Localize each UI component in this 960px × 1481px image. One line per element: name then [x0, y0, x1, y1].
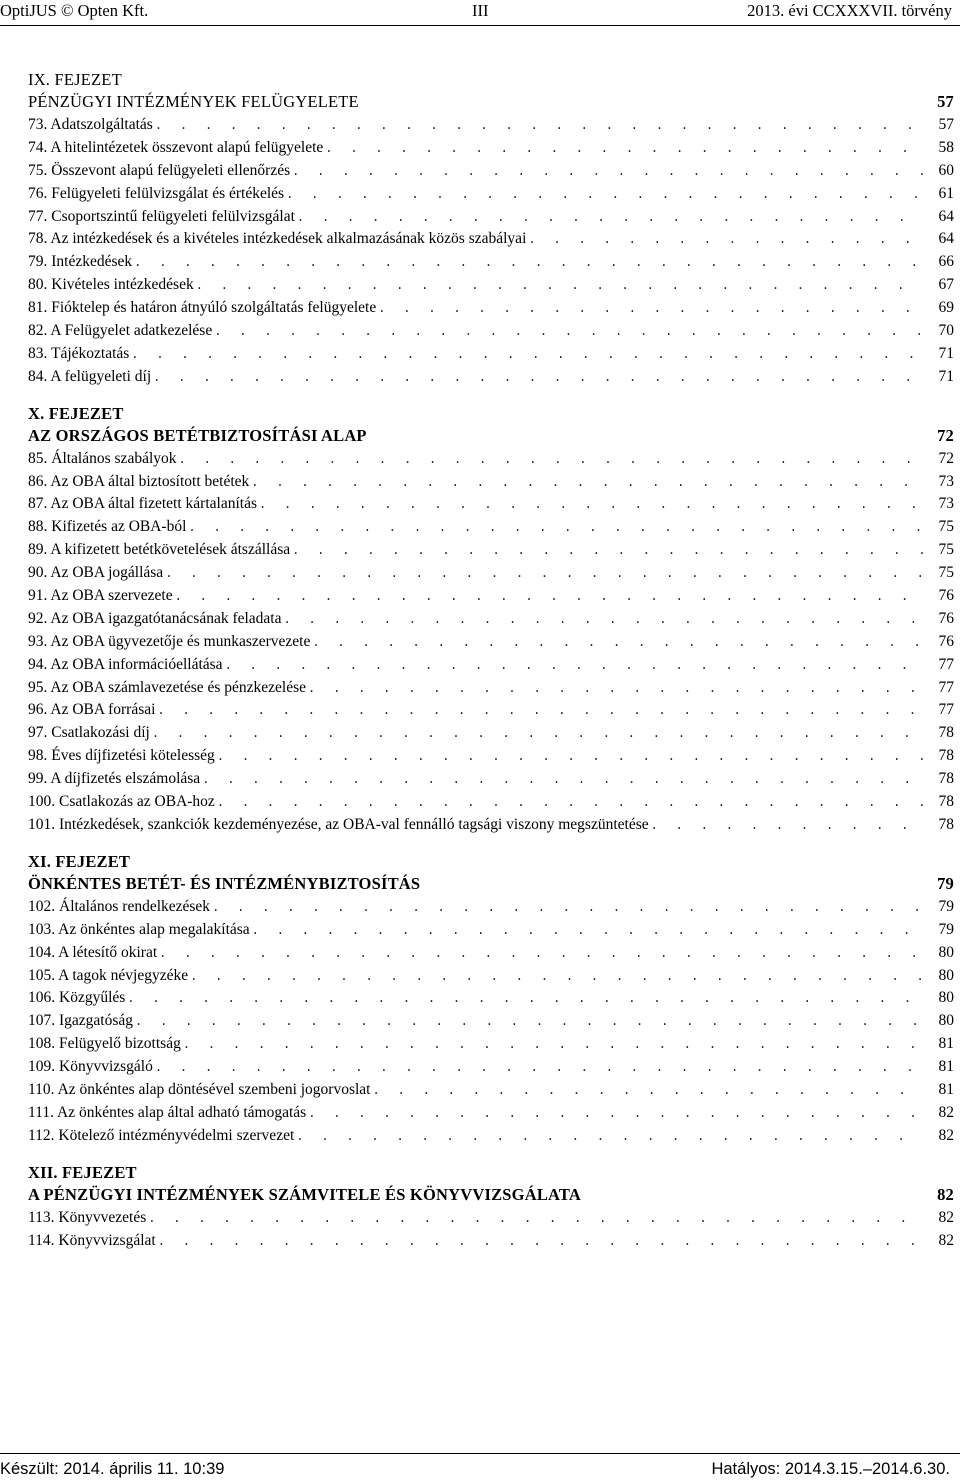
- toc-entry[interactable]: [28, 814, 956, 837]
- toc-entry-page-number: 64: [938, 207, 954, 225]
- toc-entry-page-number: 73: [938, 495, 954, 513]
- toc-entry-page-number: 64: [938, 230, 954, 248]
- chapter-number: XII. FEJEZET: [28, 1162, 137, 1182]
- chapter-page-number: 79: [937, 873, 954, 893]
- dot-leader: [325, 137, 924, 160]
- chapter-section: [28, 403, 956, 837]
- chapter-heading-link[interactable]: [28, 425, 956, 448]
- page-header: [0, 0, 960, 24]
- footer-divider: [0, 1453, 960, 1454]
- toc-entry[interactable]: [28, 183, 956, 206]
- page-footer: [0, 1458, 960, 1480]
- toc-entry-page-number: 78: [938, 770, 954, 788]
- toc-entry[interactable]: [28, 1010, 956, 1033]
- dot-leader: [159, 942, 924, 965]
- toc-entry-page-number: 71: [938, 367, 954, 385]
- dot-leader: [190, 965, 924, 988]
- chapter-section: [28, 69, 956, 389]
- toc-entry-title: 77. Csoportszintű felügyeleti felülvizsgálat: [28, 207, 295, 225]
- toc-entry-page-number: 81: [938, 1035, 954, 1053]
- toc-entry-page-number: 82: [938, 1208, 954, 1226]
- toc-entry-page-number: 80: [938, 989, 954, 1007]
- toc-entry-page-number: 67: [938, 276, 954, 294]
- dot-leader: [312, 631, 924, 654]
- toc-entry[interactable]: [28, 366, 956, 389]
- dot-leader: [131, 343, 924, 366]
- toc-entry[interactable]: [28, 631, 956, 654]
- chapter-section: [28, 851, 956, 1148]
- chapter-number: IX. FEJEZET: [28, 70, 122, 89]
- toc-entry-page-number: 82: [938, 1231, 954, 1249]
- toc-entry-title: 110. Az önkéntes alap döntésével szembeni jogorvoslat: [28, 1080, 371, 1098]
- dot-leader: [296, 1125, 924, 1148]
- toc-entry-title: 89. A kifizetett betétkövetelések átszállása: [28, 541, 291, 559]
- toc-entry-title: 104. A létesítő okirat: [28, 943, 158, 961]
- toc-entry[interactable]: [28, 768, 956, 791]
- toc-entry[interactable]: [28, 1079, 956, 1102]
- toc-entry-page-number: 66: [938, 253, 954, 271]
- toc-entry-title: 101. Intézkedések, szankciók kezdeményezése, az OBA-val fennálló tagsági viszony megszüntetése: [28, 815, 649, 833]
- chapter-page-number: 57: [937, 92, 954, 111]
- toc-entry[interactable]: [28, 1033, 956, 1056]
- dot-leader: [202, 768, 924, 791]
- dot-leader: [157, 699, 924, 722]
- chapter-page-number: 82: [937, 1184, 954, 1204]
- dot-leader: [292, 539, 924, 562]
- toc-entry[interactable]: [28, 722, 956, 745]
- toc-entry[interactable]: [28, 896, 956, 919]
- toc-entry-page-number: 80: [938, 943, 954, 961]
- chapter-title: PÉNZÜGYI INTÉZMÉNYEK FELÜGYELETE: [28, 92, 359, 111]
- toc-entry[interactable]: [28, 745, 956, 768]
- toc-entry[interactable]: [28, 585, 956, 608]
- toc-entry-title: 84. A felügyeleti díj: [28, 367, 152, 385]
- toc-entry-title: 107. Igazgatóság: [28, 1012, 134, 1030]
- toc-entry-title: 111. Az önkéntes alap által adható támogatás: [28, 1103, 307, 1121]
- dot-leader: [308, 1102, 924, 1125]
- dot-leader: [259, 493, 924, 516]
- toc-entry[interactable]: [28, 791, 956, 814]
- toc-entry-title: 100. Csatlakozás az OBA-hoz: [28, 793, 215, 811]
- toc-entry-title: 96. Az OBA forrásai: [28, 701, 156, 719]
- toc-entry-page-number: 79: [938, 897, 954, 915]
- toc-entry-page-number: 70: [938, 322, 954, 340]
- toc-entry-title: 91. Az OBA szervezete: [28, 587, 173, 605]
- toc-entry-page-number: 82: [938, 1126, 954, 1144]
- toc-entry[interactable]: [28, 516, 956, 539]
- toc-entry-page-number: 80: [938, 1012, 954, 1030]
- toc-entry-title: 86. Az OBA által biztosított betétek: [28, 472, 250, 490]
- toc-entry[interactable]: [28, 1102, 956, 1125]
- toc-entry-title: 85. Általános szabályok: [28, 449, 177, 467]
- toc-entry-title: 108. Felügyelő bizottság: [28, 1035, 181, 1053]
- toc-entry-title: 93. Az OBA ügyvezetője és munkaszervezete: [28, 632, 311, 650]
- toc-entry-page-number: 80: [938, 966, 954, 984]
- toc-entry-page-number: 75: [938, 541, 954, 559]
- toc-entry[interactable]: [28, 160, 956, 183]
- toc-entry-title: 82. A Felügyelet adatkezelése: [28, 322, 213, 340]
- toc-entry-title: 75. Összevont alapú felügyeleti ellenőrzés: [28, 161, 291, 179]
- dot-leader: [528, 228, 924, 251]
- toc-entry-title: 78. Az intézkedések és a kivételes intézkedések alkalmazásának közös szabályai: [28, 230, 527, 248]
- dot-leader: [196, 274, 924, 297]
- header-divider: [0, 25, 960, 26]
- header-page-number: III: [472, 1, 489, 20]
- dot-leader: [179, 448, 924, 471]
- dot-leader: [373, 1079, 925, 1102]
- dot-leader: [127, 987, 924, 1010]
- toc-entry-title: 88. Kifizetés az OBA-ból: [28, 518, 187, 536]
- toc-entry-title: 99. A díjfizetés elszámolása: [28, 770, 201, 788]
- toc-entry[interactable]: [28, 654, 956, 677]
- toc-entry-title: 98. Éves díjfizetési kötelesség: [28, 747, 215, 765]
- toc-entry-page-number: 77: [938, 701, 954, 719]
- toc-entry[interactable]: [28, 206, 956, 229]
- toc-entry-page-number: 82: [938, 1103, 954, 1121]
- toc-entry[interactable]: [28, 677, 956, 700]
- dot-leader: [308, 677, 924, 700]
- toc-entry-page-number: 60: [938, 161, 954, 179]
- toc-entry-title: 87. Az OBA által fizetett kártalanítás: [28, 495, 257, 513]
- toc-entry-title: 113. Könyvvezetés: [28, 1208, 147, 1226]
- toc-entry-title: 76. Felügyeleti felülvizsgálat és értékelés: [28, 184, 285, 202]
- toc-entry-title: 90. Az OBA jogállása: [28, 564, 164, 582]
- toc-entry-page-number: 75: [938, 564, 954, 582]
- toc-entry-page-number: 81: [938, 1080, 954, 1098]
- header-publisher: OptiJUS © Opten Kft.: [0, 1, 149, 20]
- dot-leader: [286, 183, 924, 206]
- chapter-section: [28, 1162, 956, 1253]
- toc-entry-page-number: 76: [938, 632, 954, 650]
- dot-leader: [297, 206, 924, 229]
- toc-entry-page-number: 69: [938, 299, 954, 317]
- dot-leader: [134, 251, 924, 274]
- toc-entry[interactable]: [28, 965, 956, 988]
- toc-entry-title: 83. Tájékoztatás: [28, 344, 130, 362]
- chapter-heading-link[interactable]: [28, 1184, 956, 1207]
- toc-entry[interactable]: [28, 114, 956, 137]
- toc-entry[interactable]: [28, 320, 956, 343]
- dot-leader: [378, 297, 924, 320]
- dot-leader: [155, 114, 924, 137]
- dot-leader: [148, 1207, 924, 1230]
- toc-entry[interactable]: [28, 1125, 956, 1148]
- toc-entry[interactable]: [28, 493, 956, 516]
- chapter-title: AZ ORSZÁGOS BETÉTBIZTOSÍTÁSI ALAP: [28, 425, 367, 445]
- toc-entry-title: 80. Kivételes intézkedések: [28, 276, 194, 294]
- dot-leader: [292, 160, 924, 183]
- toc-entry[interactable]: [28, 228, 956, 251]
- dot-leader: [284, 608, 925, 631]
- toc-entry[interactable]: [28, 1056, 956, 1079]
- toc-entry-title: 109. Könyvvizsgáló: [28, 1058, 153, 1076]
- toc-entry[interactable]: [28, 274, 956, 297]
- toc-entry[interactable]: [28, 539, 956, 562]
- toc-entry[interactable]: [28, 1207, 956, 1230]
- toc-entry[interactable]: [28, 251, 956, 274]
- toc-entry[interactable]: [28, 1230, 956, 1253]
- dot-leader: [183, 1033, 924, 1056]
- dot-leader: [225, 654, 924, 677]
- toc-entry-page-number: 72: [938, 449, 954, 467]
- chapter-heading-link[interactable]: [28, 873, 956, 896]
- dot-leader: [158, 1230, 924, 1253]
- dot-leader: [175, 585, 924, 608]
- toc-entry[interactable]: [28, 297, 956, 320]
- toc-entry-title: 103. Az önkéntes alap megalakítása: [28, 920, 250, 938]
- toc-entry-page-number: 77: [938, 678, 954, 696]
- toc-entry-page-number: 71: [938, 344, 954, 362]
- dot-leader: [651, 814, 924, 837]
- toc-entry-title: 112. Kötelező intézményvédelmi szervezet: [28, 1126, 295, 1144]
- toc-entry[interactable]: [28, 471, 956, 494]
- toc-entry-title: 94. Az OBA információellátása: [28, 655, 223, 673]
- chapter-number: X. FEJEZET: [28, 403, 124, 423]
- toc-entry[interactable]: [28, 987, 956, 1010]
- toc-entry[interactable]: [28, 608, 956, 631]
- dot-leader: [252, 919, 924, 942]
- dot-leader: [217, 791, 924, 814]
- header-law-title: 2013. évi CCXXXVII. törvény: [747, 1, 952, 20]
- toc-entry-title: 73. Adatszolgáltatás: [28, 116, 153, 133]
- dot-leader: [188, 516, 924, 539]
- toc-entry-page-number: 78: [938, 747, 954, 765]
- chapter-page-number: 72: [937, 425, 954, 445]
- dot-leader: [165, 562, 924, 585]
- toc-entry-page-number: 61: [938, 184, 954, 202]
- dot-leader: [155, 1056, 924, 1079]
- table-of-contents: [28, 69, 956, 1266]
- chapter-heading-link[interactable]: [28, 91, 956, 114]
- toc-entry-page-number: 75: [938, 518, 954, 536]
- dot-leader: [251, 471, 924, 494]
- toc-entry-page-number: 81: [938, 1058, 954, 1076]
- toc-entry[interactable]: [28, 562, 956, 585]
- dot-leader: [152, 722, 924, 745]
- chapter-title: A PÉNZÜGYI INTÉZMÉNYEK SZÁMVITELE ÉS KÖNYVVIZSGÁLATA: [28, 1184, 582, 1204]
- footer-created: Készült: 2014. április 11. 10:39: [0, 1460, 225, 1478]
- toc-entry[interactable]: [28, 343, 956, 366]
- dot-leader: [217, 745, 924, 768]
- toc-entry-page-number: 78: [938, 815, 954, 833]
- dot-leader: [153, 366, 924, 389]
- toc-entry-title: 114. Könyvvizsgálat: [28, 1231, 156, 1249]
- toc-entry-title: 97. Csatlakozási díj: [28, 724, 150, 742]
- toc-entry[interactable]: [28, 942, 956, 965]
- toc-entry-page-number: 57: [938, 116, 954, 133]
- toc-entry[interactable]: [28, 699, 956, 722]
- toc-entry[interactable]: [28, 448, 956, 471]
- toc-entry-title: 105. A tagok névjegyzéke: [28, 966, 189, 984]
- toc-entry-page-number: 77: [938, 655, 954, 673]
- toc-entry-title: 106. Közgyűlés: [28, 989, 126, 1007]
- toc-entry-title: 102. Általános rendelkezések: [28, 897, 211, 915]
- toc-entry-title: 95. Az OBA számlavezetése és pénzkezelése: [28, 678, 307, 696]
- toc-entry-page-number: 73: [938, 472, 954, 490]
- toc-entry-page-number: 76: [938, 609, 954, 627]
- toc-entry-title: 92. Az OBA igazgatótanácsának feladata: [28, 609, 282, 627]
- toc-entry-page-number: 58: [938, 138, 954, 156]
- footer-effective: Hatályos: 2014.3.15.‒2014.6.30.: [711, 1460, 950, 1478]
- toc-entry-title: 79. Intézkedések: [28, 253, 133, 271]
- toc-entry[interactable]: [28, 919, 956, 942]
- dot-leader: [212, 896, 924, 919]
- chapter-title: ÖNKÉNTES BETÉT- ÉS INTÉZMÉNYBIZTOSÍTÁS: [28, 873, 421, 893]
- toc-entry-page-number: 78: [938, 793, 954, 811]
- toc-entry-page-number: 78: [938, 724, 954, 742]
- dot-leader: [214, 320, 924, 343]
- toc-entry-title: 81. Fióktelep és határon átnyúló szolgáltatás felügyelete: [28, 299, 377, 317]
- toc-entry-page-number: 76: [938, 587, 954, 605]
- dot-leader: [135, 1010, 924, 1033]
- toc-entry-page-number: 79: [938, 920, 954, 938]
- toc-entry-title: 74. A hitelintézetek összevont alapú felügyelete: [28, 138, 324, 156]
- toc-entry[interactable]: [28, 137, 956, 160]
- chapter-number: XI. FEJEZET: [28, 851, 131, 871]
